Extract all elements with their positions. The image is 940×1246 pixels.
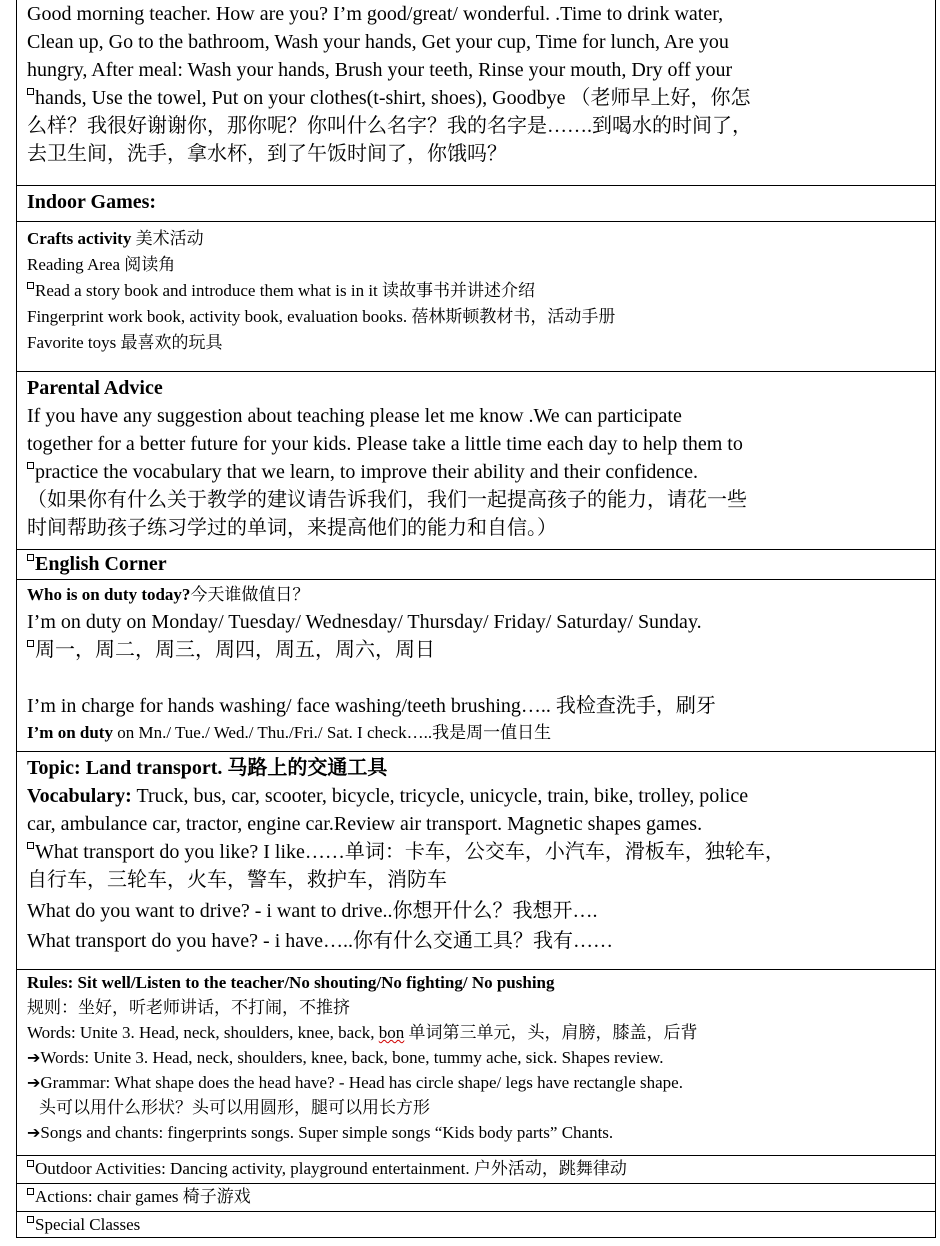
paragraph-marker xyxy=(27,462,34,469)
rules-cn: 规则：坐好，听老师讲话，不打闹，不推挤 xyxy=(27,998,350,1017)
greeting-section xyxy=(16,0,936,186)
paragraph-marker xyxy=(27,88,34,95)
paragraph-marker xyxy=(27,1188,34,1195)
duty-section xyxy=(16,580,936,752)
greeting-line: Good morning teacher. How are you? I’m good/great/ wonderful. .Time to drink water, xyxy=(27,3,724,25)
vocab-list: Truck, bus, car, scooter, bicycle, tricycle, unicycle, train, bike, trolley, police xyxy=(131,785,749,807)
words-line: ➔Words: Unite 3. Head, neck, shoulders, knee, back, bone, tummy ache, sick. Shapes review. xyxy=(27,1048,664,1067)
question-line: What transport do you like? I like……单词：卡车，公交车，小汽车，滑板车，独轮车， xyxy=(27,838,925,866)
paragraph-marker xyxy=(27,554,34,561)
greeting-line: 去卫生间，洗手，拿水杯，到了午饭时间了，你饿吗？ xyxy=(27,143,507,165)
duty-bold: I’m on duty xyxy=(27,723,113,742)
outdoor-section xyxy=(16,1156,936,1184)
arrow-icon: ➔ xyxy=(27,1123,41,1142)
duty-line: 周一，周二，周三，周四，周五，周六，周日 xyxy=(27,636,925,664)
grammar-cn: 头可以用什么形状？头可以用圆形，腿可以用长方形 xyxy=(39,1098,430,1117)
paragraph-marker xyxy=(27,282,34,289)
vocab-label: Vocabulary: xyxy=(27,785,132,807)
arrow-icon: ➔ xyxy=(27,1048,41,1067)
crafts-line: Reading Area 阅读角 xyxy=(27,255,176,274)
question-line: What transport do you have? - i have…..你有什么交通工具？我有…… xyxy=(27,930,614,952)
parental-advice-section xyxy=(16,372,936,550)
crafts-line: Fingerprint work book, activity book, evaluation books. 蓓林斯顿教材书，活动手册 xyxy=(27,307,616,326)
duty-line: I’m in charge for hands washing/ face washing/teeth brushing….. 我检查洗手，刷牙 xyxy=(27,695,716,717)
advice-line: practice the vocabulary that we learn, to improve their ability and their confidence. xyxy=(27,458,925,486)
special-section xyxy=(16,1212,936,1238)
section-heading: English Corner xyxy=(27,550,925,578)
words-line: Words: Unite 3. Head, neck, shoulders, knee, back, bon 单词第三单元，头，肩膀，膝盖，后背 xyxy=(27,1023,698,1042)
vocab-line: car, ambulance car, tractor, engine car.Review air transport. Magnetic shapes games. xyxy=(27,813,703,835)
paragraph-marker xyxy=(27,1216,34,1223)
duty-rest: on Mn./ Tue./ Wed./ Thu./Fri./ Sat. I check…..我是周一值日生 xyxy=(112,723,552,742)
rules-title: Rules: Sit well/Listen to the teacher/No shouting/No fighting/ No pushing xyxy=(27,973,555,992)
greeting-line: hungry, After meal: Wash your hands, Brush your teeth, Rinse your mouth, Dry off your xyxy=(27,59,733,81)
crafts-section xyxy=(16,222,936,372)
special-text: Special Classes xyxy=(27,1212,925,1237)
advice-line: （如果你有什么关于教学的建议请告诉我们，我们一起提高孩子的能力，请花一些 xyxy=(27,489,747,511)
advice-line: together for a better future for your kids. Please take a little time each day to help them to xyxy=(27,433,743,455)
outdoor-text: Outdoor Activities: Dancing activity, playground entertainment. 户外活动，跳舞律动 xyxy=(27,1156,925,1181)
grammar-line: ➔Grammar: What shape does the head have? - Head has circle shape/ legs have rectangle shape. xyxy=(27,1073,683,1092)
greeting-line: hands, Use the towel, Put on your clothes(t-shirt, shoes), Goodbye （老师早上好，你怎 xyxy=(27,84,925,112)
paragraph-marker xyxy=(27,1160,34,1167)
topic-section xyxy=(16,752,936,970)
arrow-icon: ➔ xyxy=(27,1073,41,1092)
greeting-line: 么样？我很好谢谢你，那你呢？你叫什么名字？我的名字是…….到喝水的时间了， xyxy=(27,115,752,137)
actions-text: Actions: chair games 椅子游戏 xyxy=(27,1184,925,1209)
topic-title-cn: 马路上的交通工具 xyxy=(222,757,388,779)
crafts-line: Read a story book and introduce them what is in it 读故事书并讲述介绍 xyxy=(27,278,925,304)
duty-line: I’m on duty on Monday/ Tuesday/ Wednesday/ Thursday/ Friday/ Saturday/ Sunday. xyxy=(27,611,702,633)
greeting-line: Clean up, Go to the bathroom, Wash your hands, Get your cup, Time for lunch, Are you xyxy=(27,31,729,53)
paragraph-marker xyxy=(27,640,34,647)
topic-title: Topic: Land transport. xyxy=(27,757,223,779)
advice-line: If you have any suggestion about teaching please let me know .We can participate xyxy=(27,405,682,427)
crafts-line: Favorite toys 最喜欢的玩具 xyxy=(27,333,223,352)
crafts-title-cn: 美术活动 xyxy=(131,229,204,248)
paragraph-marker xyxy=(27,842,34,849)
section-heading: Parental Advice xyxy=(27,377,163,399)
section-heading: Indoor Games: xyxy=(27,191,157,213)
lesson-plan-table xyxy=(16,0,936,1238)
english-corner-section xyxy=(16,550,936,580)
duty-title: Who is on duty today? xyxy=(27,585,191,604)
crafts-title: Crafts activity xyxy=(27,229,132,248)
advice-line: 时间帮助孩子练习学过的单词，来提高他们的能力和自信。） xyxy=(27,517,557,539)
indoor-games-section xyxy=(16,186,936,222)
question-line: 自行车，三轮车，火车，警车，救护车，消防车 xyxy=(27,869,447,891)
rules-section xyxy=(16,970,936,1156)
question-line: What do you want to drive? - i want to drive..你想开什么？我想开…. xyxy=(27,900,598,922)
songs-line: ➔Songs and chants: fingerprints songs. Super simple songs “Kids body parts” Chants. xyxy=(27,1123,614,1142)
spelling-error: bon xyxy=(378,1023,405,1042)
actions-section xyxy=(16,1184,936,1212)
duty-title-cn: 今天谁做值日？ xyxy=(190,585,310,604)
